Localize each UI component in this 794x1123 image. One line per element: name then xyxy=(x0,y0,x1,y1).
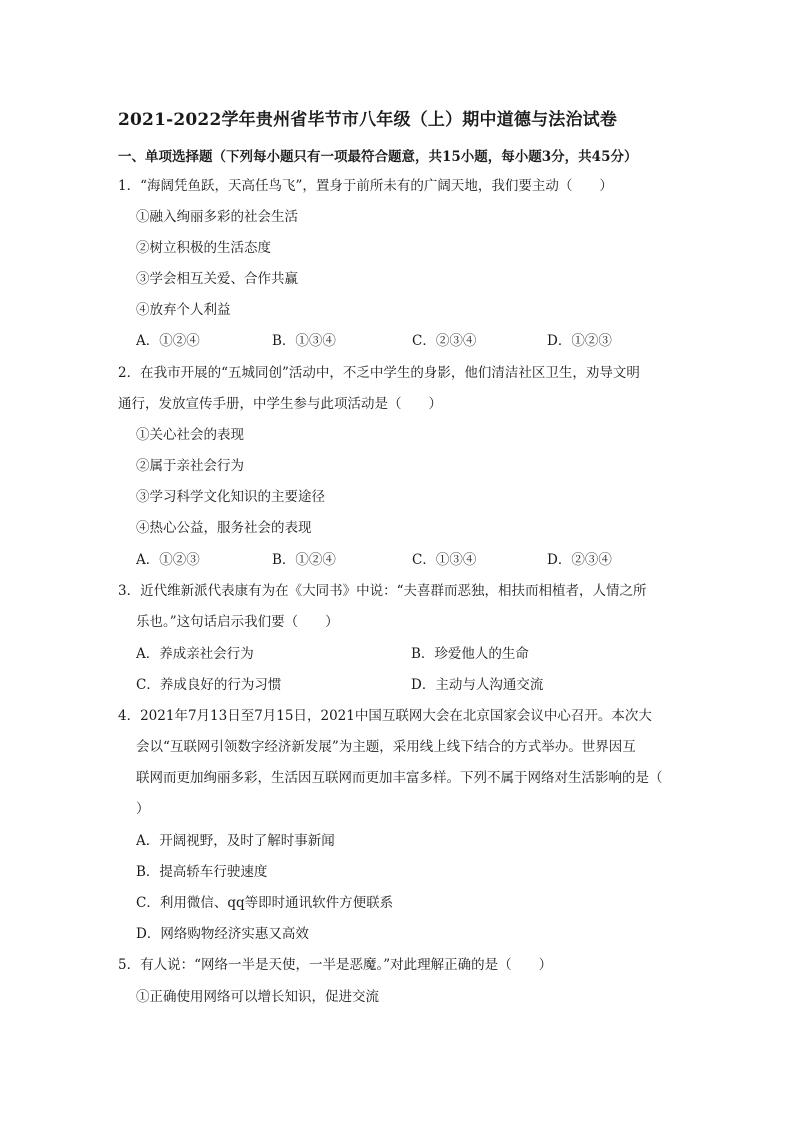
question-3-option-a[interactable]: A．养成亲社会行为 xyxy=(136,646,254,662)
question-2-stem-line-1: 2．在我市开展的“五城同创”活动中，不乏中学生的身影，他们清洁社区卫生，劝导文明 xyxy=(118,365,640,381)
question-4-option-c[interactable]: C．利用微信、qq等即时通讯软件方便联系 xyxy=(136,895,394,911)
question-4-stem-line-4: ） xyxy=(136,801,150,817)
question-4-option-d[interactable]: D．网络购物经济实惠又高效 xyxy=(136,926,309,942)
question-1-stem: 1．“海阔凭鱼跃，天高任鸟飞”，置身于前所未有的广阔天地，我们要主动（ ） xyxy=(118,178,613,194)
question-5-item-1: ①正确使用网络可以增长知识，促进交流 xyxy=(136,989,379,1005)
question-4-option-b[interactable]: B．提高轿车行驶速度 xyxy=(136,864,268,880)
section-heading: 一、单项选择题（下列每小题只有一项最符合题意，共15小题，每小题3分，共45分） xyxy=(118,149,638,165)
question-2-option-a[interactable]: A．①②③ xyxy=(136,552,200,568)
question-4-option-a[interactable]: A．开阔视野，及时了解时事新闻 xyxy=(136,833,335,849)
question-3-stem-line-1: 3．近代维新派代表康有为在《大同书》中说：“夫喜群而恶独，相扶而相植者，人情之所 xyxy=(118,583,647,599)
question-3-option-b[interactable]: B．珍爱他人的生命 xyxy=(411,646,529,662)
question-1-option-a[interactable]: A．①②④ xyxy=(136,333,200,349)
question-2-item-2: ②属于亲社会行为 xyxy=(136,458,244,474)
question-1-option-d[interactable]: D．①②③ xyxy=(547,333,612,349)
question-4-stem-line-1: 4．2021年7月13日至7月15日，2021中国互联网大会在北京国家会议中心召开。本次大 xyxy=(118,708,652,724)
question-4-stem-line-2: 会以“互联网引领数字经济新发展”为主题，采用线上线下结合的方式举办。世界因互 xyxy=(136,739,636,755)
question-5-stem: 5．有人说：“网络一半是天使，一半是恶魔。”对此理解正确的是（ ） xyxy=(118,957,553,973)
question-1-option-b[interactable]: B．①③④ xyxy=(272,333,336,349)
question-1-item-1: ①融入绚丽多彩的社会生活 xyxy=(136,209,298,225)
question-2-item-3: ③学习科学文化知识的主要途径 xyxy=(136,489,325,505)
question-2-option-c[interactable]: C．①③④ xyxy=(412,552,477,568)
question-1-item-3: ③学会相互关爱、合作共赢 xyxy=(136,271,298,287)
question-4-stem-line-3: 联网而更加绚丽多彩，生活因互联网而更加丰富多样。下列不属于网络对生活影响的是（ xyxy=(136,770,663,786)
question-1-option-c[interactable]: C．②③④ xyxy=(412,333,477,349)
question-3-option-c[interactable]: C．养成良好的行为习惯 xyxy=(136,677,282,693)
question-2-stem-line-2: 通行，发放宣传手册，中学生参与此项活动是（ ） xyxy=(118,396,442,412)
question-3-option-d[interactable]: D．主动与人沟通交流 xyxy=(411,677,544,693)
question-3-stem-line-2: 乐也。”这句话启示我们要（ ） xyxy=(136,614,339,630)
question-2-option-d[interactable]: D．②③④ xyxy=(547,552,612,568)
question-1-item-4: ④放弃个人利益 xyxy=(136,302,231,318)
page-title: 2021-2022学年贵州省毕节市八年级（上）期中道德与法治试卷 xyxy=(118,110,618,130)
question-1-item-2: ②树立积极的生活态度 xyxy=(136,240,271,256)
question-2-item-1: ①关心社会的表现 xyxy=(136,427,244,443)
question-2-item-4: ④热心公益，服务社会的表现 xyxy=(136,520,312,536)
question-2-option-b[interactable]: B．①②④ xyxy=(272,552,336,568)
